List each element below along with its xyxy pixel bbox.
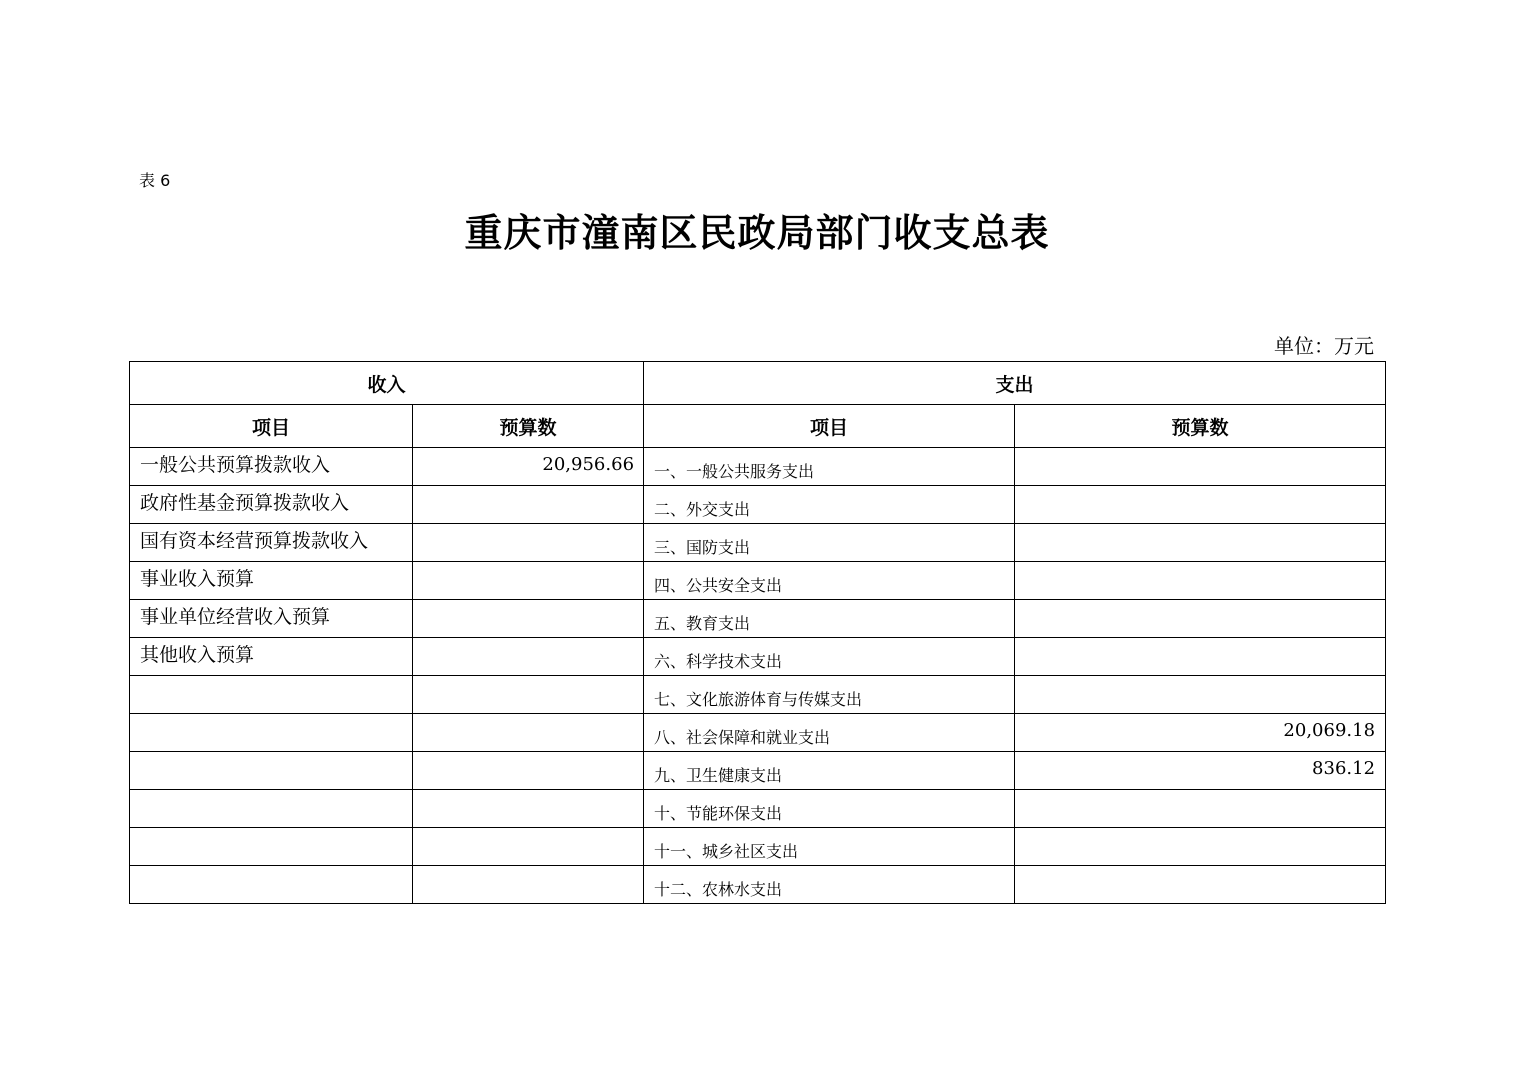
income-amount-cell	[413, 866, 644, 904]
income-amount-cell	[413, 524, 644, 562]
income-item-cell: 国有资本经营预算拨款收入	[130, 524, 413, 562]
expense-item-cell: 十一、城乡社区支出	[644, 828, 1015, 866]
income-amount-cell	[413, 600, 644, 638]
income-item-cell: 政府性基金预算拨款收入	[130, 486, 413, 524]
income-item-cell	[130, 752, 413, 790]
expense-item-cell: 九、卫生健康支出	[644, 752, 1015, 790]
table-row	[130, 752, 1386, 790]
expense-amount-cell: 836.12	[1015, 752, 1386, 790]
income-section-header: 收入	[130, 362, 644, 405]
income-item-cell: 其他收入预算	[130, 638, 413, 676]
income-amount-cell	[413, 790, 644, 828]
income-amount-cell	[413, 562, 644, 600]
expense-amount-cell	[1015, 600, 1386, 638]
expense-item-cell: 五、教育支出	[644, 600, 1015, 638]
table-row	[130, 486, 1386, 524]
budget-summary-table	[129, 361, 1386, 904]
section-header-row	[130, 362, 1386, 405]
income-item-cell	[130, 676, 413, 714]
table-row	[130, 866, 1386, 904]
income-amount-cell	[413, 486, 644, 524]
expense-amount-cell	[1015, 562, 1386, 600]
expense-amount-cell	[1015, 448, 1386, 486]
table-row	[130, 600, 1386, 638]
expense-amount-cell	[1015, 828, 1386, 866]
income-item-cell	[130, 866, 413, 904]
income-item-cell: 事业收入预算	[130, 562, 413, 600]
table-row	[130, 714, 1386, 752]
expense-item-cell: 七、文化旅游体育与传媒支出	[644, 676, 1015, 714]
expense-item-cell: 四、公共安全支出	[644, 562, 1015, 600]
income-item-cell	[130, 828, 413, 866]
expense-amount-cell	[1015, 790, 1386, 828]
expense-item-cell: 二、外交支出	[644, 486, 1015, 524]
table-number-label: 表 6	[139, 171, 171, 190]
income-amount-cell	[413, 638, 644, 676]
income-amount-cell	[413, 676, 644, 714]
income-amount-cell: 20,956.66	[413, 448, 644, 486]
expense-amount-column-header: 预算数	[1015, 405, 1386, 448]
income-amount-cell	[413, 714, 644, 752]
income-amount-cell	[413, 752, 644, 790]
expense-item-cell: 一、一般公共服务支出	[644, 448, 1015, 486]
expense-section-header: 支出	[644, 362, 1386, 405]
table-row	[130, 828, 1386, 866]
income-item-cell: 事业单位经营收入预算	[130, 600, 413, 638]
table-row	[130, 790, 1386, 828]
table-row	[130, 676, 1386, 714]
expense-item-cell: 十、节能环保支出	[644, 790, 1015, 828]
expense-item-cell: 八、社会保障和就业支出	[644, 714, 1015, 752]
expense-amount-cell	[1015, 486, 1386, 524]
expense-amount-cell: 20,069.18	[1015, 714, 1386, 752]
document-title: 重庆市潼南区民政局部门收支总表	[464, 211, 1050, 255]
table-row	[130, 638, 1386, 676]
expense-item-cell: 六、科学技术支出	[644, 638, 1015, 676]
expense-item-cell: 三、国防支出	[644, 524, 1015, 562]
expense-amount-cell	[1015, 676, 1386, 714]
expense-amount-cell	[1015, 638, 1386, 676]
income-item-column-header: 项目	[130, 405, 413, 448]
income-item-cell: 一般公共预算拨款收入	[130, 448, 413, 486]
table-row	[130, 562, 1386, 600]
unit-label: 单位：万元	[1274, 334, 1374, 358]
expense-amount-cell	[1015, 524, 1386, 562]
table-row	[130, 524, 1386, 562]
income-item-cell	[130, 790, 413, 828]
expense-item-cell: 十二、农林水支出	[644, 866, 1015, 904]
table-row	[130, 448, 1386, 486]
income-amount-cell	[413, 828, 644, 866]
income-amount-column-header: 预算数	[413, 405, 644, 448]
expense-item-column-header: 项目	[644, 405, 1015, 448]
income-item-cell	[130, 714, 413, 752]
expense-amount-cell	[1015, 866, 1386, 904]
column-header-row	[130, 405, 1386, 448]
